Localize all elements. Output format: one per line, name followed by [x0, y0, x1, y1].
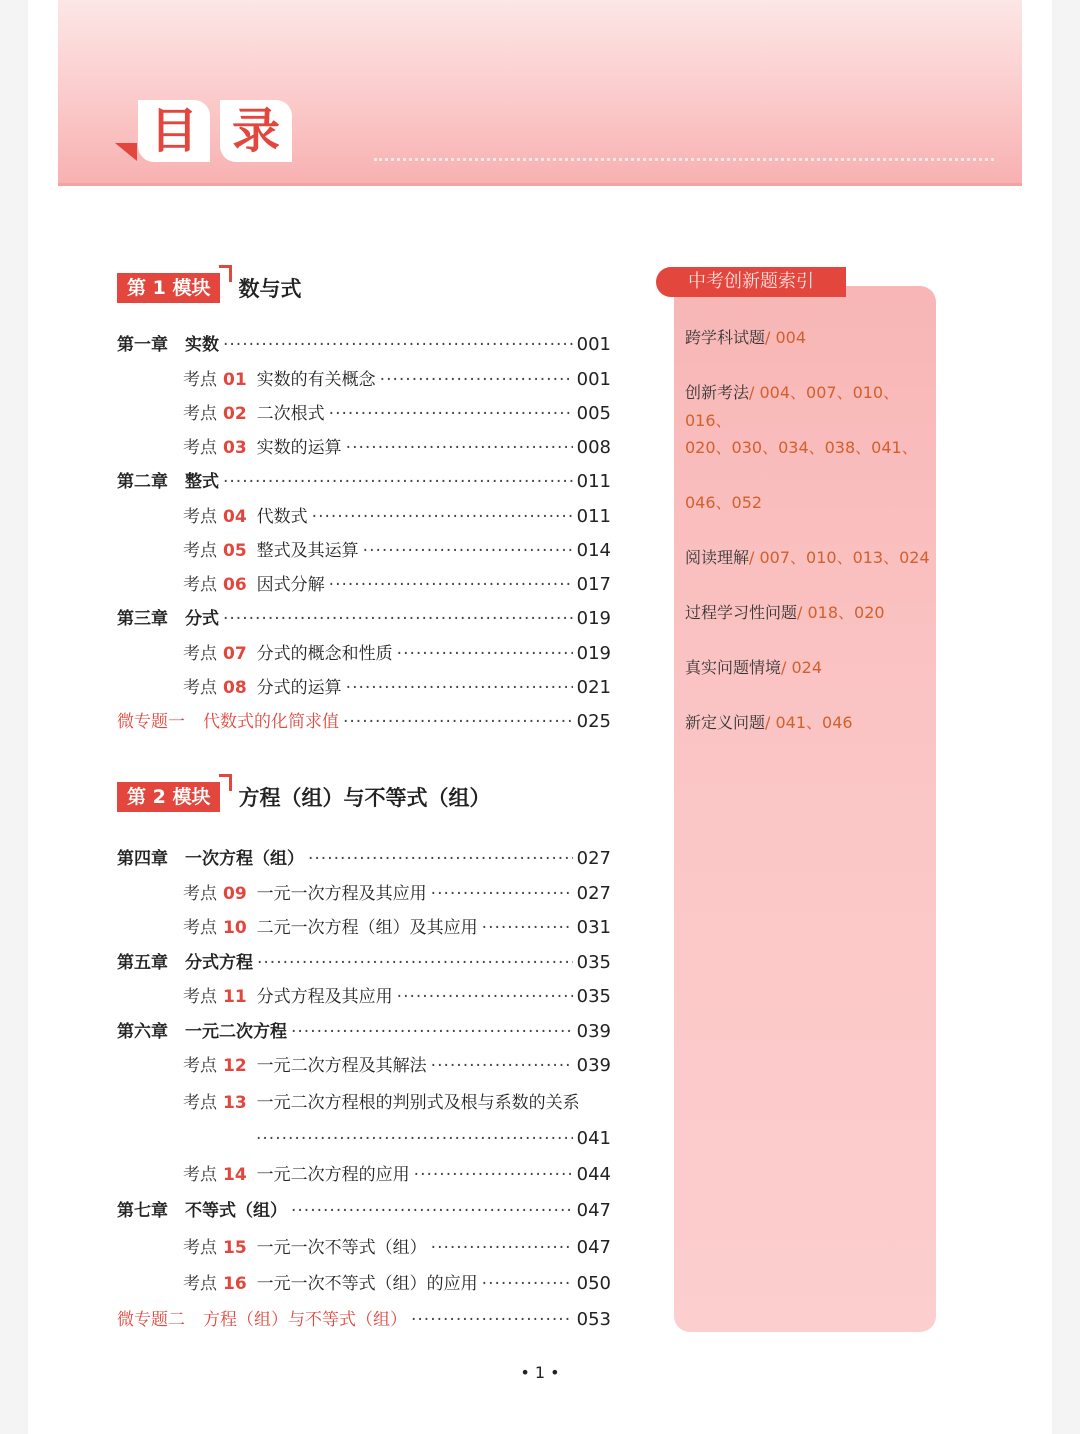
section-title: 一元二次方程根的判别式及根与系数的关系 — [256, 1093, 580, 1113]
section-title: 二元一次方程（组）及其应用 — [256, 918, 478, 938]
section-title: 一元一次不等式（组） — [256, 1238, 427, 1258]
page-number: • 1 • — [520, 1363, 560, 1382]
page-number: 047 — [576, 1237, 611, 1258]
section-label: 考点 — [183, 1165, 217, 1185]
section-title: 因式分解 — [256, 575, 325, 595]
index-pages: / 024 — [781, 658, 823, 677]
dot-leader — [312, 503, 573, 531]
index-category: 跨学科试题 — [685, 328, 766, 347]
chapter-label: 第一章 — [117, 335, 168, 355]
innovation-index-item[interactable] — [685, 599, 930, 627]
page-number: 019 — [576, 608, 611, 629]
chapter-label: 第三章 — [117, 609, 168, 629]
dot-leader — [380, 366, 573, 394]
page-number: 050 — [576, 1273, 611, 1294]
toc-section-row[interactable] — [183, 1270, 611, 1298]
section-title: 分式的概念和性质 — [256, 644, 393, 664]
section-title: 一元一次不等式（组）的应用 — [256, 1274, 478, 1294]
toc-chapter-row[interactable] — [117, 1197, 611, 1225]
dot-leader — [397, 640, 573, 668]
toc-section-row[interactable] — [183, 880, 611, 908]
dot-leader — [414, 1161, 573, 1189]
dot-leader — [223, 331, 573, 359]
section-number: 06 — [223, 575, 247, 595]
toc-section-row[interactable] — [183, 571, 611, 599]
module-title: 方程（组）与不等式（组） — [238, 786, 491, 810]
toc-chapter-row[interactable] — [117, 468, 611, 496]
section-label: 考点 — [183, 575, 217, 595]
section-number: 16 — [223, 1274, 247, 1294]
page-number: 027 — [576, 848, 611, 869]
page-number: 017 — [576, 574, 611, 595]
dot-leader — [431, 880, 573, 908]
dot-leader — [343, 708, 573, 736]
toc-continuation-row[interactable] — [252, 1125, 611, 1153]
section-title: 代数式 — [256, 507, 308, 527]
section-title: 实数的有关概念 — [256, 370, 376, 390]
index-pages: / 004、007、010、016、 — [685, 383, 900, 430]
section-label: 考点 — [183, 541, 217, 561]
page-number: 035 — [576, 952, 611, 973]
index-pages: / 018、020 — [797, 603, 885, 622]
toc-chapter-row[interactable] — [117, 1018, 611, 1046]
section-label: 考点 — [183, 1238, 217, 1258]
page-number: 021 — [576, 677, 611, 698]
section-title: 整式及其运算 — [256, 541, 359, 561]
innovation-index-item[interactable] — [685, 434, 930, 462]
section-title: 二次根式 — [256, 404, 325, 424]
section-label: 考点 — [183, 644, 217, 664]
section-label: 考点 — [183, 678, 217, 698]
section-number: 04 — [223, 507, 247, 527]
section-number: 12 — [223, 1056, 247, 1076]
index-pages: 020、030、034、038、041、 — [685, 438, 918, 457]
section-number: 07 — [223, 644, 247, 664]
special-label: 微专题一 — [117, 712, 185, 732]
section-label: 考点 — [183, 1056, 217, 1076]
page-number: 019 — [576, 643, 611, 664]
section-title: 一元一次方程及其应用 — [256, 884, 427, 904]
index-category: 新定义问题 — [685, 713, 766, 732]
section-number: 02 — [223, 404, 247, 424]
page-number: 035 — [576, 986, 611, 1007]
page-number: 041 — [576, 1128, 611, 1149]
dot-leader — [482, 914, 573, 942]
section-number: 03 — [223, 438, 247, 458]
module-badge: 第 1 模块 — [117, 273, 220, 303]
toc-special-topic-row[interactable] — [117, 708, 611, 736]
special-label: 微专题二 — [117, 1310, 185, 1330]
page-number: 031 — [576, 917, 611, 938]
innovation-index-item[interactable] — [685, 489, 930, 517]
dot-leader — [482, 1270, 573, 1298]
toc-chapter-row[interactable] — [117, 845, 611, 873]
page-title-char-2: 录 — [220, 100, 292, 162]
toc-chapter-row[interactable] — [117, 949, 611, 977]
innovation-index-item[interactable] — [685, 544, 930, 572]
chapter-title: 分式 — [185, 609, 219, 629]
dot-leader — [346, 434, 573, 462]
section-title: 一元二次方程的应用 — [256, 1165, 410, 1185]
section-label: 考点 — [183, 1093, 217, 1113]
special-title: 代数式的化简求值 — [203, 712, 339, 732]
innovation-index-item[interactable] — [685, 654, 930, 682]
dot-leader — [256, 1125, 573, 1153]
page-number: 014 — [576, 540, 611, 561]
page-number: 001 — [576, 334, 611, 355]
dot-leader — [308, 845, 573, 873]
dot-leader — [257, 949, 573, 977]
special-title: 方程（组）与不等式（组） — [203, 1310, 407, 1330]
section-label: 考点 — [183, 987, 217, 1007]
section-label: 考点 — [183, 370, 217, 390]
dot-leader — [291, 1018, 573, 1046]
dot-leader — [223, 468, 573, 496]
index-pages: / 007、010、013、024 — [749, 548, 930, 567]
index-category: 真实问题情境 — [685, 658, 782, 677]
chapter-label: 第二章 — [117, 472, 168, 492]
dot-leader — [329, 400, 573, 428]
toc-section-row[interactable] — [183, 400, 611, 428]
dot-leader — [397, 983, 573, 1011]
section-number: 14 — [223, 1165, 247, 1185]
toc-section-row[interactable] — [183, 537, 611, 565]
chapter-label: 第六章 — [117, 1022, 168, 1042]
module-badge: 第 2 模块 — [117, 782, 220, 812]
page-number: 039 — [576, 1055, 611, 1076]
dot-leader — [431, 1234, 573, 1262]
toc-section-row[interactable] — [183, 1161, 611, 1189]
toc-section-row[interactable] — [183, 1089, 611, 1117]
section-number: 05 — [223, 541, 247, 561]
dot-leader — [223, 605, 573, 633]
module-1-heading — [117, 273, 301, 303]
page-number: 027 — [576, 883, 611, 904]
section-label: 考点 — [183, 404, 217, 424]
chapter-title: 一次方程（组） — [185, 849, 304, 869]
dot-leader — [363, 537, 573, 565]
section-number: 01 — [223, 370, 247, 390]
toc-section-row[interactable] — [183, 914, 611, 942]
section-label: 考点 — [183, 1274, 217, 1294]
section-number: 15 — [223, 1238, 247, 1258]
innovation-index-item[interactable] — [685, 379, 930, 435]
toc-chapter-row[interactable] — [117, 605, 611, 633]
toc-section-row[interactable] — [183, 1234, 611, 1262]
chapter-title: 分式方程 — [185, 953, 253, 973]
chapter-title: 一元二次方程 — [185, 1022, 287, 1042]
section-number: 08 — [223, 678, 247, 698]
section-number: 11 — [223, 987, 247, 1007]
innovation-index-title: 中考创新题索引 — [656, 267, 846, 297]
section-title: 实数的运算 — [256, 438, 342, 458]
page-number: 011 — [576, 471, 611, 492]
section-title: 分式的运算 — [256, 678, 342, 698]
index-pages: / 041、046 — [765, 713, 853, 732]
toc-section-row[interactable] — [183, 1052, 611, 1080]
chapter-title: 不等式（组） — [185, 1201, 287, 1221]
page-title-char-1: 目 — [138, 100, 210, 162]
title-corner-decoration — [115, 143, 137, 161]
dot-leader — [411, 1306, 573, 1334]
page-number: 008 — [576, 437, 611, 458]
toc-section-row[interactable] — [183, 503, 611, 531]
toc-section-row[interactable] — [183, 674, 611, 702]
page-number: 001 — [576, 369, 611, 390]
toc-section-row[interactable] — [183, 434, 611, 462]
index-category: 阅读理解 — [685, 548, 750, 567]
dot-leader — [291, 1197, 573, 1225]
section-label: 考点 — [183, 918, 217, 938]
section-label: 考点 — [183, 507, 217, 527]
toc-section-row[interactable] — [183, 366, 611, 394]
section-label: 考点 — [183, 438, 217, 458]
section-label: 考点 — [183, 884, 217, 904]
dot-leader — [346, 674, 573, 702]
section-number: 09 — [223, 884, 247, 904]
page-number: 011 — [576, 506, 611, 527]
page-number: 039 — [576, 1021, 611, 1042]
section-number: 13 — [223, 1093, 247, 1113]
toc-special-topic-row[interactable] — [117, 1306, 611, 1334]
toc-chapter-row[interactable] — [117, 331, 611, 359]
page-number: 053 — [576, 1309, 611, 1330]
chapter-title: 实数 — [185, 335, 219, 355]
dot-leader — [431, 1052, 573, 1080]
section-title: 分式方程及其应用 — [256, 987, 393, 1007]
chapter-label: 第七章 — [117, 1201, 168, 1221]
index-pages: / 004 — [765, 328, 807, 347]
header-dotted-line — [374, 158, 994, 161]
page-number: 025 — [576, 711, 611, 732]
module-2-heading — [117, 782, 490, 812]
toc-section-row[interactable] — [183, 640, 611, 668]
section-number: 10 — [223, 918, 247, 938]
toc-section-row[interactable] — [183, 983, 611, 1011]
dot-leader — [329, 571, 573, 599]
chapter-title: 整式 — [185, 472, 219, 492]
page-number: 005 — [576, 403, 611, 424]
section-title: 一元二次方程及其解法 — [256, 1056, 427, 1076]
page-number: 047 — [576, 1200, 611, 1221]
index-category: 过程学习性问题 — [685, 603, 798, 622]
page-number: 044 — [576, 1164, 611, 1185]
innovation-index-item[interactable] — [685, 709, 930, 737]
index-pages: 046、052 — [685, 493, 763, 512]
module-title: 数与式 — [238, 277, 302, 301]
innovation-index-item[interactable] — [685, 324, 930, 352]
index-category: 创新考法 — [685, 383, 750, 402]
chapter-label: 第四章 — [117, 849, 168, 869]
chapter-label: 第五章 — [117, 953, 168, 973]
